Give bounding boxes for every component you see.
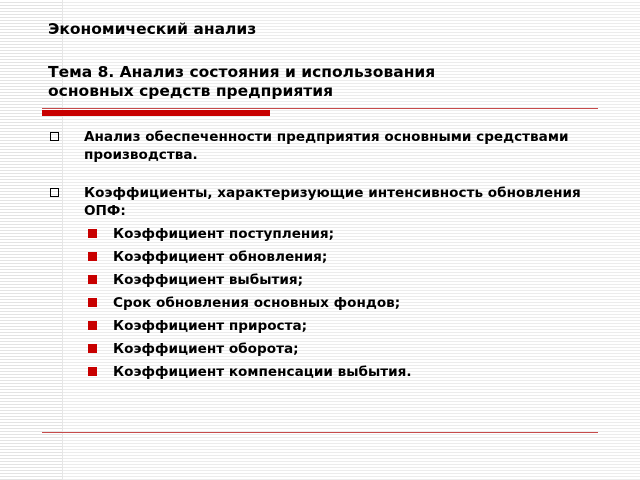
list-item-text: Коэффициент обновления; <box>113 249 328 265</box>
red-square-bullet-icon <box>88 252 97 261</box>
list-item-text: Коэффициент поступления; <box>113 226 335 242</box>
title-underline <box>42 108 598 109</box>
red-square-bullet-icon <box>88 275 97 284</box>
bullet-item-coverage <box>48 128 608 164</box>
title-accent-bar <box>42 110 270 116</box>
list-item <box>84 294 608 312</box>
list-item-text: Коэффициент выбытия; <box>113 272 304 288</box>
list-item-text: Срок обновления основных фондов; <box>113 295 401 311</box>
hollow-square-bullet-icon <box>50 132 59 141</box>
topic-title-line-1: Тема 8. Анализ состояния и использования <box>48 63 436 81</box>
red-square-bullet-icon <box>88 298 97 307</box>
bullet-item-text: Коэффициенты, характеризующие интенсивность обновления ОПФ: <box>84 185 581 219</box>
red-square-bullet-icon <box>88 344 97 353</box>
list-item <box>84 317 608 335</box>
list-item <box>84 225 608 243</box>
red-square-bullet-icon <box>88 367 97 376</box>
slide-body <box>48 128 608 386</box>
coefficient-list <box>84 225 608 381</box>
list-item-text: Коэффициент компенсации выбытия. <box>113 364 412 380</box>
list-item-text: Коэффициент прироста; <box>113 318 308 334</box>
list-item <box>84 248 608 266</box>
list-item-text: Коэффициент оборота; <box>113 341 299 357</box>
list-item <box>84 363 608 381</box>
course-title: Экономический анализ <box>48 20 257 38</box>
topic-title <box>48 63 608 101</box>
topic-title-line-2: основных средств предприятия <box>48 82 334 100</box>
bullet-item-text: Анализ обеспеченности предприятия основными средствами производства. <box>84 129 569 163</box>
slide-title <box>48 20 608 101</box>
red-square-bullet-icon <box>88 229 97 238</box>
list-item <box>84 271 608 289</box>
list-item <box>84 340 608 358</box>
hollow-square-bullet-icon <box>50 188 59 197</box>
red-square-bullet-icon <box>88 321 97 330</box>
footer-rule <box>42 432 598 433</box>
bullet-item-coefficients <box>48 184 608 381</box>
